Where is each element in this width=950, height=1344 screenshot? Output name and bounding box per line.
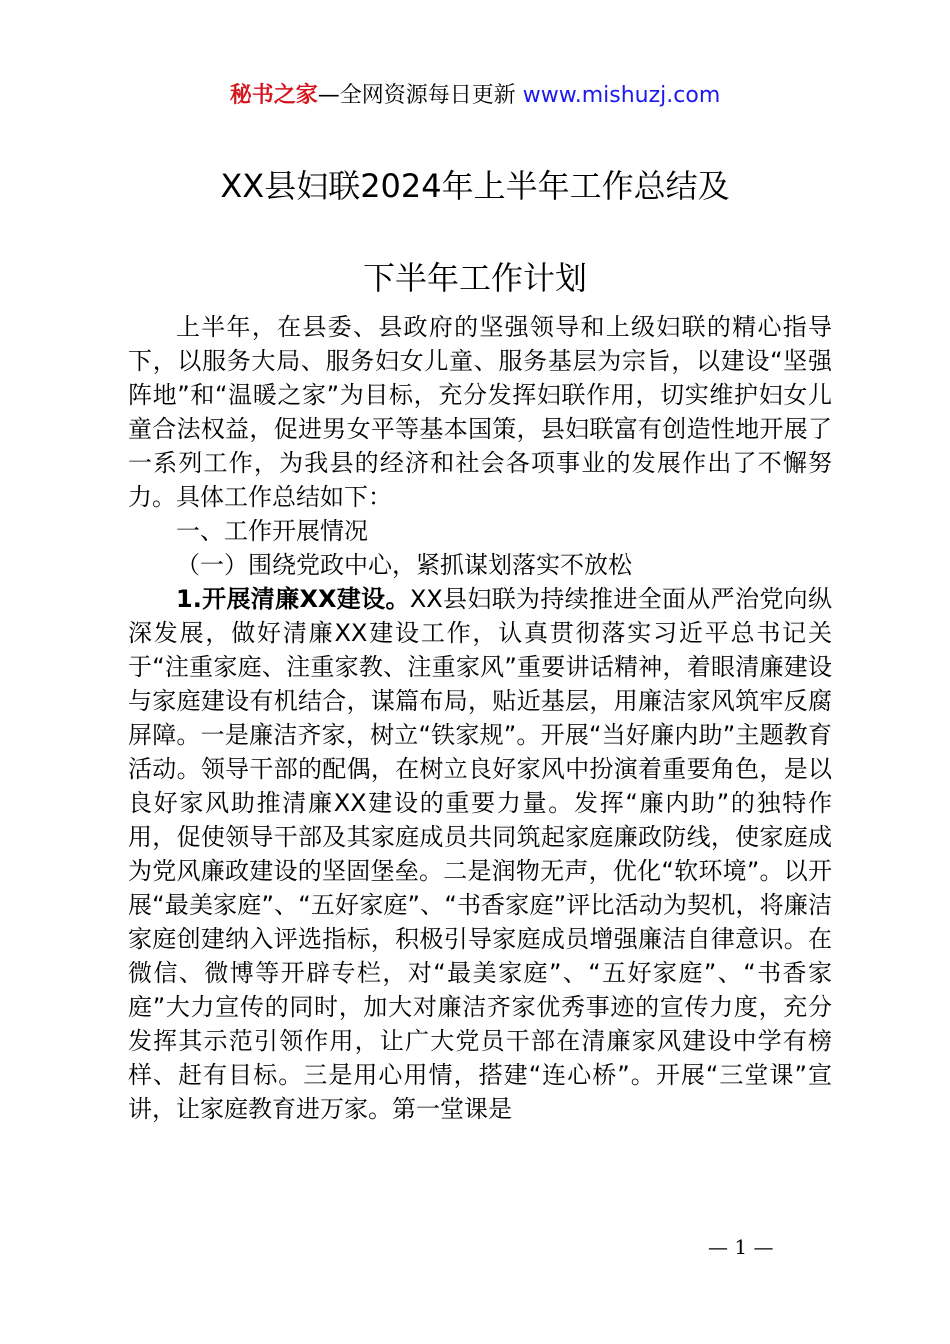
site-header [0, 80, 950, 112]
header-separator: — [317, 83, 340, 108]
document-body [128, 310, 832, 1126]
item1-text: XX县妇联为持续推进全面从严治党向纵深发展，做好清廉XX建设工作，认真贯彻落实习近平总书记关于“注重家庭、注重家教、注重家风”重要讲话精神，着眼清廉建设与家庭建设有机结合，谋篇布局，贴近基层，用廉洁家风筑牢反腐屏障。一是廉洁齐家，树立“铁家规”。开展“当好廉内助”主题教育活动。领导干部的配偶，在树立良好家风中扮演着重要角色，是以良好家风助推清廉XX建设的重要力量。发挥“廉内助”的独特作用，促使领导干部及其家庭成员共同筑起家庭廉政防线，使家庭成为党风廉政建设的坚固堡垒。二是润物无声，优化“软环境”。以开展“最美家庭”、“五好家庭”、“书香家庭”评比活动为契机，将廉洁家庭创建纳入评选指标，积极引导家庭成员增强廉洁自律意识。在微信、微博等开辟专栏，对“最美家庭”、“五好家庭”、“书香家庭”大力宣传的同时，加大对廉洁齐家优秀事迹的宣传力度，充分发挥其示范引领作用，让广大党员干部在清廉家风建设中学有榜样、赶有目标。三是用心用情，搭建“连心桥”。开展“三堂课”宣讲，让家庭教育进万家。第一堂课是 [128, 585, 832, 1123]
document-title-line1: XX县妇联2024年上半年工作总结及 [220, 167, 730, 205]
item1-paragraph [128, 582, 832, 1126]
item1-label: 1.开展清廉XX建设。 [176, 585, 410, 613]
intro-paragraph: 上半年，在县委、县政府的坚强领导和上级妇联的精心指导下，以服务大局、服务妇女儿童、服务基层为宗旨，以建设“坚强阵地”和“温暖之家”为目标，充分发挥妇联作用，切实维护妇女儿童合法权益，促进男女平等基本国策，县妇联富有创造性地开展了一系列工作，为我县的经济和社会各项事业的发展作出了不懈努力。具体工作总结如下： [128, 313, 832, 511]
page-number: — 1 — [708, 1235, 774, 1259]
site-brand: 秘书之家 [229, 83, 318, 108]
document-title-line2: 下半年工作计划 [362, 259, 587, 297]
site-url-link[interactable]: www.mishuzj.com [522, 83, 721, 108]
header-tagline: 全网资源每日更新 [339, 83, 516, 108]
section-heading: 一、工作开展情况 [176, 517, 368, 545]
subsection-heading: （一）围绕党政中心，紧抓谋划落实不放松 [176, 551, 632, 579]
